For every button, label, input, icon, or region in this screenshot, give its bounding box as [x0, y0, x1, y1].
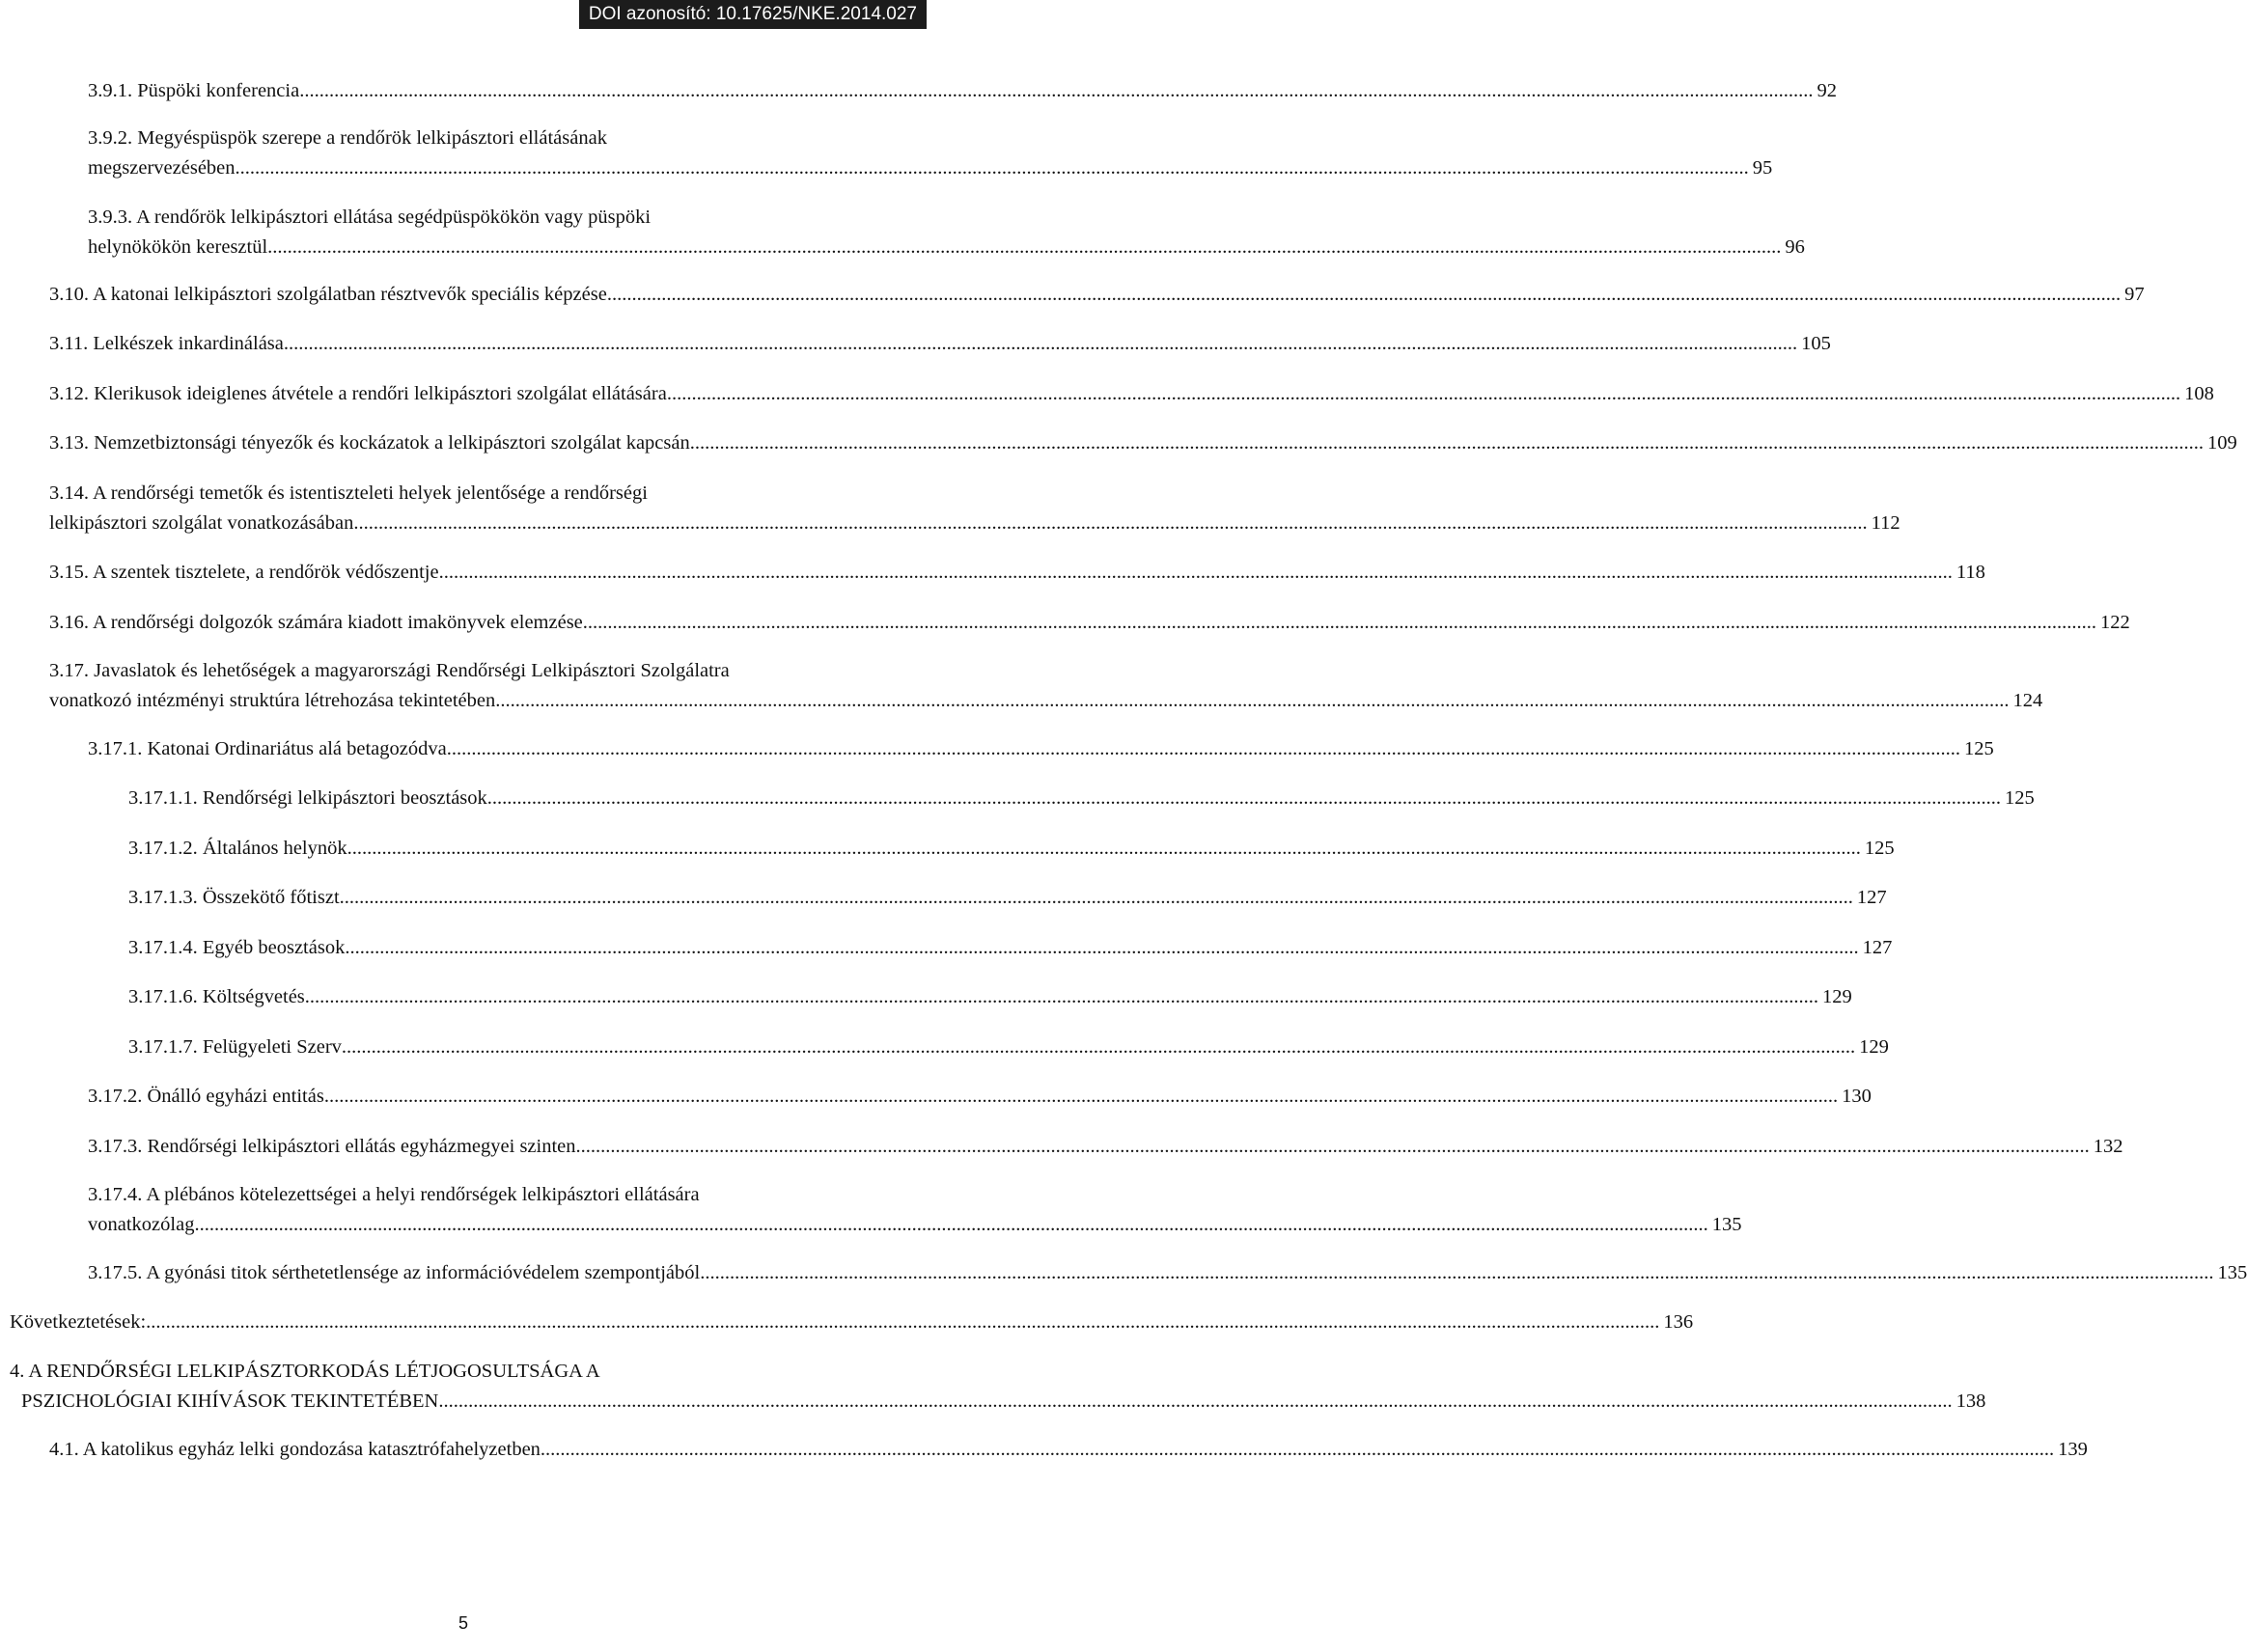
toc-entry[interactable]: [88, 734, 1994, 764]
leader-dots: [342, 1032, 1855, 1062]
leader-dots: [267, 233, 1781, 262]
toc-entry-title-continued: megszervezésében: [88, 157, 236, 179]
toc-entry-title: 3.17.4. A plébános kötelezettségei a helyi rendőrségek lelkipásztori ellátására: [88, 1184, 700, 1205]
leader-dots: [345, 933, 1858, 963]
leader-dots: [340, 883, 1853, 913]
toc-entry[interactable]: [49, 558, 1985, 588]
leader-dots: [700, 1258, 2213, 1288]
toc-page-number: 127: [1862, 937, 1893, 958]
toc-entry[interactable]: [49, 656, 2043, 716]
toc-entry-title: 3.17.1.2. Általános helynök: [128, 838, 347, 859]
doi-header: DOI azonosító: 10.17625/NKE.2014.027: [579, 0, 927, 29]
toc-entry-title: 3.9.2. Megyéspüspök szerepe a rendőrök lelkipásztori ellátásának: [88, 127, 607, 149]
toc-entry[interactable]: [10, 1308, 1694, 1337]
toc-entry[interactable]: [128, 982, 1852, 1012]
leader-dots: [236, 153, 1749, 183]
toc-entry-title-continued: PSZICHOLÓGIAI KIHÍVÁSOK TEKINTETÉBEN: [21, 1390, 439, 1412]
toc-page-number: 135: [1711, 1214, 1742, 1235]
toc-entry[interactable]: [88, 76, 1837, 106]
toc-page-number: 132: [2093, 1136, 2123, 1157]
toc-entry[interactable]: [10, 1357, 1986, 1417]
leader-dots: [447, 734, 1960, 764]
toc-entry[interactable]: [49, 428, 2237, 458]
toc-entry-title: 3.12. Klerikusok ideiglenes átvétele a rendőri lelkipásztori szolgálat ellátására: [49, 383, 667, 404]
toc-page-number: 125: [1963, 738, 1994, 759]
toc-page-number: 139: [2058, 1439, 2088, 1460]
toc-entry-title: 3.17.1.7. Felügyeleti Szerv: [128, 1036, 342, 1058]
toc-entry[interactable]: [88, 1258, 2247, 1288]
toc-entry-title: 4.1. A katolikus egyház lelki gondozása katasztrófahelyzetben: [49, 1439, 541, 1460]
leader-dots: [146, 1308, 1659, 1337]
leader-dots: [541, 1435, 2054, 1465]
toc-entry-title-continued: vonatkozólag: [88, 1214, 195, 1235]
toc-entry[interactable]: [88, 1132, 2123, 1162]
toc-page-number: 136: [1663, 1311, 1694, 1333]
leader-dots: [607, 280, 2121, 310]
toc-entry-title: 3.17.1.4. Egyéb beosztások: [128, 937, 346, 958]
toc-page-number: 127: [1856, 887, 1887, 908]
toc-entry-title: 3.11. Lelkészek inkardinálása: [49, 333, 284, 354]
toc-entry[interactable]: [49, 479, 1900, 538]
toc-entry[interactable]: [49, 608, 2130, 638]
toc-entry[interactable]: [88, 203, 1805, 262]
toc-entry-title: 3.16. A rendőrségi dolgozók számára kiadott imakönyvek elemzése: [49, 612, 583, 633]
toc-entry[interactable]: [88, 124, 1773, 183]
leader-dots: [305, 982, 1818, 1012]
leader-dots: [353, 509, 1867, 538]
toc-page-number: 129: [1859, 1036, 1889, 1058]
toc-entry-title: 3.9.3. A rendőrök lelkipásztori ellátása segédpüspökökön vagy püspöki: [88, 206, 652, 228]
toc-entry[interactable]: [128, 784, 2035, 813]
toc-entry[interactable]: [49, 280, 2145, 310]
toc-page-number: 118: [1956, 562, 1985, 583]
toc-entry[interactable]: [128, 1032, 1889, 1062]
leader-dots: [583, 608, 2096, 638]
toc-entry[interactable]: [88, 1180, 1742, 1240]
page-number: 5: [458, 1613, 468, 1633]
toc-page-number: 138: [1956, 1390, 1986, 1412]
toc-entry-title: 3.17.5. A gyónási titok sérthetetlensége az információvédelem szempontjából: [88, 1262, 701, 1283]
toc-entry-title: 4. A RENDŐRSÉGI LELKIPÁSZTORKODÁS LÉTJOGOSULTSÁGA A: [10, 1361, 600, 1382]
toc-entry-title: 3.17. Javaslatok és lehetőségek a magyarországi Rendőrségi Lelkipásztori Szolgálatra: [49, 660, 730, 681]
toc-entry-title: 3.9.1. Püspöki konferencia: [88, 80, 300, 101]
leader-dots: [324, 1082, 1838, 1112]
toc-entry-title-continued: vonatkozó intézményi struktúra létrehozása tekintetében: [49, 690, 496, 711]
toc-page-number: 97: [2124, 284, 2145, 305]
leader-dots: [576, 1132, 2090, 1162]
toc-entry[interactable]: [88, 1082, 1872, 1112]
leader-dots: [284, 329, 1797, 359]
toc-page-number: 125: [2005, 787, 2035, 809]
toc-page-number: 105: [1801, 333, 1831, 354]
toc-page-number: 112: [1871, 512, 1900, 534]
toc-page-number: 109: [2206, 432, 2237, 454]
toc-entry-title: 3.15. A szentek tisztelete, a rendőrök védőszentje: [49, 562, 439, 583]
leader-dots: [487, 784, 2001, 813]
toc-entry[interactable]: [49, 329, 1831, 359]
toc-page-number: 95: [1752, 157, 1773, 179]
toc-entry-title: 3.10. A katonai lelkipásztori szolgálatban résztvevők speciális képzése: [49, 284, 607, 305]
leader-dots: [194, 1210, 1707, 1240]
toc-entry-title: 3.17.1.3. Összekötő főtiszt: [128, 887, 340, 908]
leader-dots: [439, 558, 1953, 588]
toc-entry-title: 3.17.1. Katonai Ordinariátus alá betagozódva: [88, 738, 447, 759]
toc-page-number: 96: [1785, 236, 1805, 258]
toc-entry[interactable]: [49, 379, 2214, 409]
toc-entry[interactable]: [128, 883, 1887, 913]
toc-entry-title: 3.17.3. Rendőrségi lelkipásztori ellátás egyházmegyei szinten: [88, 1136, 576, 1157]
leader-dots: [690, 428, 2204, 458]
toc-page-number: 135: [2217, 1262, 2247, 1283]
leader-dots: [438, 1387, 1952, 1417]
toc-page-number: 92: [1817, 80, 1837, 101]
toc-page-number: 130: [1842, 1086, 1872, 1107]
toc-page-number: 122: [2100, 612, 2130, 633]
toc-entry-title: 3.17.1.6. Költségvetés: [128, 986, 305, 1007]
toc-entry-title: Következtetések:: [10, 1311, 147, 1333]
toc-page-number: 125: [1864, 838, 1895, 859]
toc-entry[interactable]: [49, 1435, 2088, 1465]
toc-entry[interactable]: [128, 933, 1893, 963]
toc-entry-title-continued: lelkipásztori szolgálat vonatkozásában: [49, 512, 354, 534]
leader-dots: [667, 379, 2180, 409]
toc-entry-title: 3.17.1.1. Rendőrségi lelkipásztori beosztások: [128, 787, 487, 809]
toc-entry-title: 3.13. Nemzetbiztonsági tényezők és kockázatok a lelkipásztori szolgálat kapcsán: [49, 432, 690, 454]
toc-page-number: 124: [2012, 690, 2043, 711]
toc-entry-title: 3.17.2. Önálló egyházi entitás: [88, 1086, 324, 1107]
toc-page-number: 129: [1822, 986, 1852, 1007]
toc-page-number: 108: [2184, 383, 2214, 404]
toc-entry-title: 3.14. A rendőrségi temetők és istentiszteleti helyek jelentősége a rendőrségi: [49, 482, 648, 504]
leader-dots: [299, 76, 1813, 106]
toc-entry[interactable]: [128, 834, 1895, 864]
leader-dots: [495, 686, 2009, 716]
leader-dots: [347, 834, 1861, 864]
toc-entry-title-continued: helynökökön keresztül: [88, 236, 268, 258]
